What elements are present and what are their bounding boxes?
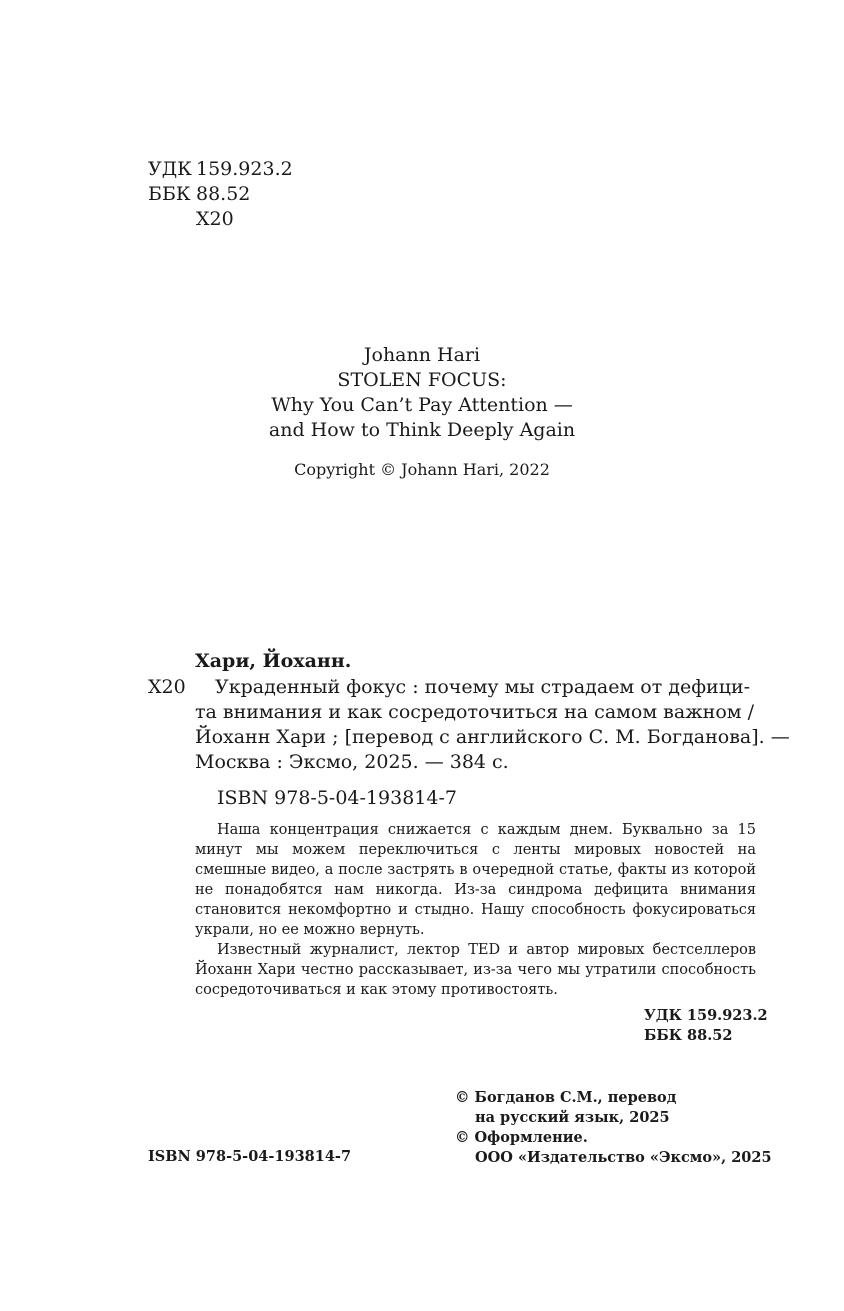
description-line: та внимания и как сосредоточиться на самом важном / xyxy=(195,701,755,723)
entry-description xyxy=(195,675,790,775)
udk-label: УДК xyxy=(148,158,192,180)
bbk-label: ББК xyxy=(148,183,191,205)
bbk-row xyxy=(148,182,293,207)
annotation-paragraph-2: Известный журналист, лектор TED и автор мировых бестселлеров Йоханн Хари честно рассказывает, из-за чего мы утратили способность сосредоточиваться и как этому противостоять. xyxy=(195,942,756,998)
udk-row xyxy=(148,157,293,182)
top-classification xyxy=(148,157,293,232)
annotation xyxy=(195,820,756,1000)
copyright-line: © Богданов С.М., перевод xyxy=(455,1089,677,1106)
author-sign-row xyxy=(148,207,293,232)
bottom-udk: УДК 159.923.2 xyxy=(644,1007,768,1024)
udk-value: 159.923.2 xyxy=(196,158,293,180)
copyright-line: © Оформление. xyxy=(455,1129,588,1146)
footer-isbn: ISBN 978-5-04-193814-7 xyxy=(148,1148,352,1165)
footer-copyright xyxy=(455,1088,772,1168)
bottom-bbk: ББК 88.52 xyxy=(644,1027,733,1044)
original-title-line1: STOLEN FOCUS: xyxy=(337,369,507,391)
original-author: Johann Hari xyxy=(363,344,481,366)
description-line: Москва : Эксмо, 2025. — 384 с. xyxy=(195,751,509,773)
bbk-value: 88.52 xyxy=(196,183,251,205)
original-title-line2: Why You Can’t Pay Attention — xyxy=(271,394,573,416)
entry-author-sign: Х20 xyxy=(148,676,186,698)
copyright-line: ООО «Издательство «Эксмо», 2025 xyxy=(475,1149,772,1166)
original-edition xyxy=(0,343,844,443)
author-heading: Хари, Йоханн. xyxy=(195,650,352,672)
original-copyright: Copyright © Johann Hari, 2022 xyxy=(294,460,550,479)
original-title-line3: and How to Think Deeply Again xyxy=(268,419,576,441)
bottom-codes xyxy=(644,1006,768,1046)
description-line: Йоханн Хари ; [перевод с английского С. М. Богданова]. — xyxy=(195,726,790,748)
copyright-line: на русский язык, 2025 xyxy=(475,1109,670,1126)
author-sign: Х20 xyxy=(196,208,234,230)
annotation-paragraph-1: Наша концентрация снижается с каждым днем. Буквально за 15 минут мы можем переключиться с ленты мировых новостей на смешные видео, а после застрять в очередной статье, факты из которой не понадобятся нам никогда. Из-за синдрома дефицита внимания становится некомфортно и стыдно. Нашу способность фокусироваться украли, но ее можно вернуть. xyxy=(195,822,756,938)
entry-isbn: ISBN 978-5-04-193814-7 xyxy=(217,787,457,809)
description-line: Украденный фокус : почему мы страдаем от дефици- xyxy=(215,676,751,698)
